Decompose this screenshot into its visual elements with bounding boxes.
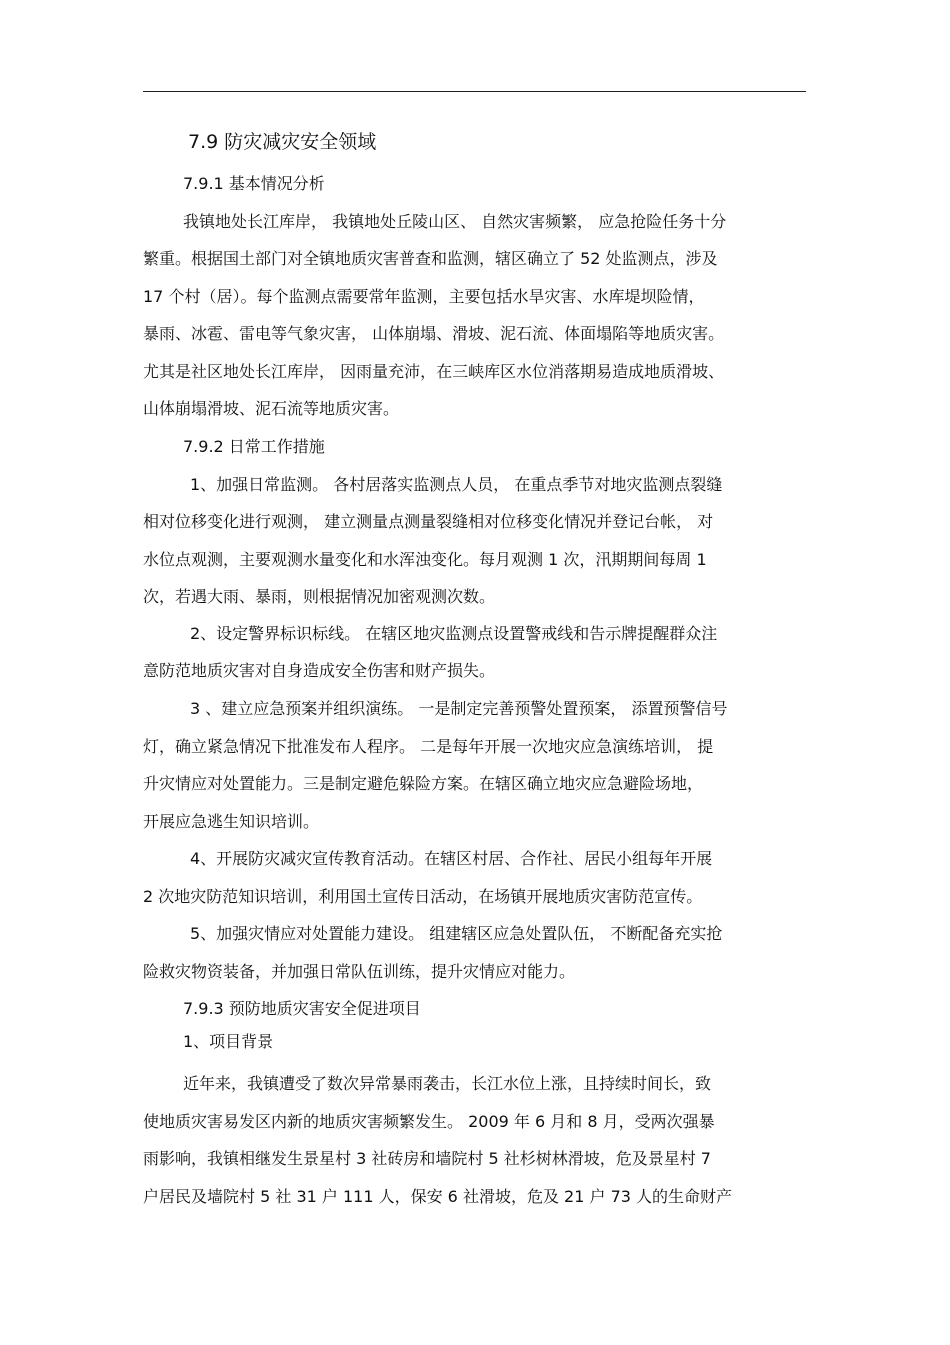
paragraph-line: 户居民及墙院村 5 社 31 户 111 人，保安 6 社滑坡，危及 21 户 73 人的生命财产 <box>143 1187 733 1206</box>
paragraph-line: 险救灾物资装备，并加强日常队伍训练，提升灾情应对能力。 <box>143 962 576 981</box>
paragraph-line: 近年来，我镇遭受了数次异常暴雨袭击，长江水位上涨，且持续时间长，致 <box>183 1074 712 1093</box>
paragraph-line: 暴雨、冰雹、雷电等气象灾害， 山体崩塌、滑坡、泥石流、体面塌陷等地质灾害。 <box>143 324 725 343</box>
paragraph-line: 意防范地质灾害对自身造成安全伤害和财产损失。 <box>143 661 496 680</box>
paragraph-line: 2、设定警界标识标线。 在辖区地灾监测点设置警戒线和告示牌提醒群众注 <box>190 624 718 643</box>
paragraph-line: 17 个村（居）。每个监测点需要常年监测，主要包括水旱灾害、水库堤坝险情， <box>143 287 705 306</box>
paragraph-line: 1、加强日常监测。 各村居落实监测点人员， 在重点季节对地灾监测点裂缝 <box>190 475 723 494</box>
paragraph-line: 3 、建立应急预案并组织演练。 一是制定完善预警处置预案， 添置预警信号 <box>190 699 728 718</box>
paragraph-line: 繁重。根据国土部门对全镇地质灾害普查和监测，辖区确立了 52 处监测点，涉及 <box>143 249 718 268</box>
paragraph-line: 尤其是社区地处长江库岸， 因雨量充沛，在三峡库区水位消落期易造成地质滑坡、 <box>143 362 725 381</box>
paragraph-line: 2 次地灾防范知识培训，利用国土宣传日活动，在场镇开展地质灾害防范宣传。 <box>143 887 703 906</box>
paragraph-line: 次，若遇大雨、暴雨，则根据情况加密观测次数。 <box>143 587 496 606</box>
section-heading: 7.9 防灾减灾安全领域 <box>188 131 377 153</box>
paragraph-line: 升灾情应对处置能力。三是制定避危躲险方案。在辖区确立地灾应急避险场地， <box>143 774 704 793</box>
paragraph-line: 我镇地处长江库岸， 我镇地处丘陵山区、 自然灾害频繁， 应急抢险任务十分 <box>183 212 727 231</box>
paragraph-line: 5、加强灾情应对处置能力建设。 组建辖区应急处置队伍， 不断配备充实抢 <box>190 924 723 943</box>
paragraph-line: 灯，确立紧急情况下批准发布人程序。 二是每年开展一次地灾应急演练培训， 提 <box>143 737 714 756</box>
paragraph-line: 4、开展防灾减灾宣传教育活动。在辖区村居、合作社、居民小组每年开展 <box>190 849 713 868</box>
paragraph-line: 开展应急逃生知识培训。 <box>143 812 320 831</box>
project-background-title: 1、项目背景 <box>183 1032 274 1051</box>
paragraph-line: 水位点观测，主要观测水量变化和水浑浊变化。每月观测 1 次，汛期期间每周 1 <box>143 550 707 569</box>
header-rule <box>143 91 806 92</box>
subsection-title-basic: 7.9.1 基本情况分析 <box>183 174 325 193</box>
paragraph-line: 相对位移变化进行观测， 建立测量点测量裂缝相对位移变化情况并登记台帐， 对 <box>143 512 714 531</box>
paragraph-line: 雨影响，我镇相继发生景星村 3 社砖房和墙院村 5 社杉树林滑坡，危及景星村 7 <box>143 1149 711 1168</box>
subsection-title-project: 7.9.3 预防地质灾害安全促进项目 <box>183 999 421 1018</box>
paragraph-line: 使地质灾害易发区内新的地质灾害频繁发生。 2009 年 6 月和 8 月，受两次强暴 <box>143 1112 715 1131</box>
paragraph-line: 山体崩塌滑坡、泥石流等地质灾害。 <box>143 399 400 418</box>
subsection-title-measures: 7.9.2 日常工作措施 <box>183 437 325 456</box>
